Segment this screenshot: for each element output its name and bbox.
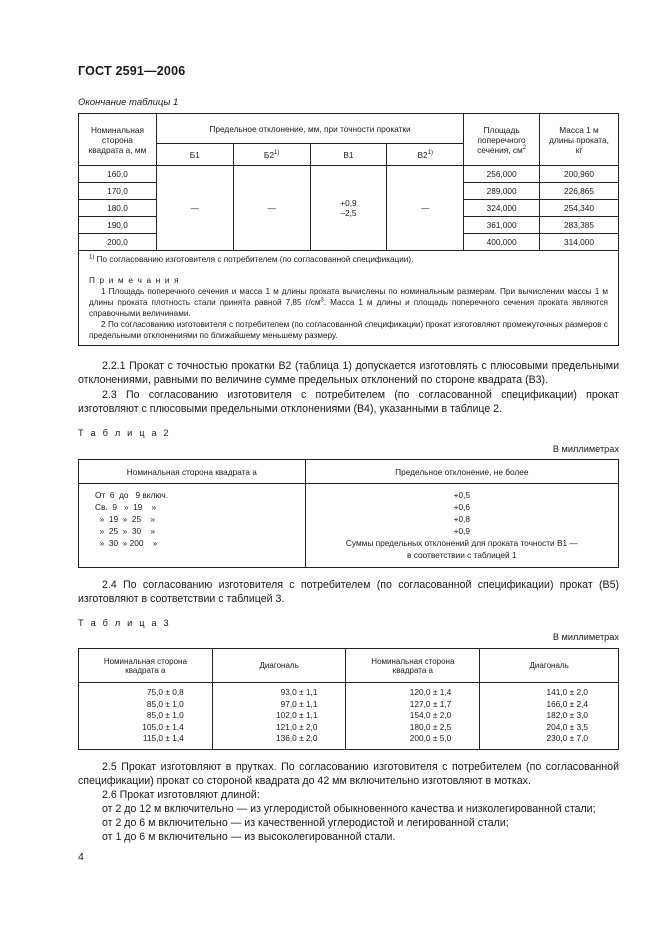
deviation-values: +0,5 +0,6 +0,8 +0,9 Суммы предельных отклонений для проката точности В1 — в соответствии с таблицей 1 xyxy=(305,484,618,568)
cell-v1: +0,9 –2,5 xyxy=(310,166,387,251)
paragraph-2-6: 2.6 Прокат изготовляют длиной: от 2 до 12 м включительно — из углеродистой обыкновенного качества и низколегированной стали; от 2 до 6 м включительно — из качественной углеродистой и легированной стали; от 1 до 6 м включительно — из высоколегированной стали. xyxy=(78,788,619,844)
table2-unit: В миллиметрах xyxy=(552,444,619,454)
col-header-mass: Масса 1 м длины проката, кг xyxy=(540,114,619,166)
length-item: от 1 до 6 м включительно — из высоколегированной стали. xyxy=(102,831,396,843)
note-1: 1 Площадь поперечного сечения и масса 1 м длины проката вычислены по номинальным размерам. При вычислении массы 1 м длины проката плотность стали принята равной 7,85 $г/см^3$. Масса 1 м длины и площадь поперечного сечения проката являются справочными величинами. xyxy=(89,287,608,318)
table3-unit: В миллиметрах xyxy=(552,632,619,642)
col-header-b2: Б2$^{1)}$ xyxy=(233,144,310,166)
col-header-area: Площадь поперечного сечения, $см^2$ xyxy=(464,114,540,166)
document-header: ГОСТ 2591—2006 xyxy=(78,64,186,78)
table-3 xyxy=(78,648,619,750)
table-row: 190,0 361,000 283,385 xyxy=(79,217,619,234)
table-row: 160,0 — — +0,9 –2,5 — 256,000 200,960 xyxy=(79,166,619,183)
col-header-deviation: Предельное отклонение, мм, при точности прокатки xyxy=(156,114,463,144)
note-2: 2 По согласованию изготовителя с потребителем (по согласованной спецификации) прокат изготовляют промежуточных размеров с предельными отклонениями по ближайшему меньшему размеру. xyxy=(89,320,608,340)
col-header-v1: В1 xyxy=(310,144,387,166)
notes-title: П р и м е ч а н и я xyxy=(89,276,180,285)
table-row: 170,0 289,000 226,865 xyxy=(79,183,619,200)
table-row: 180,0 324,000 254,340 xyxy=(79,200,619,217)
table3-caption: Т а б л и ц а 3 xyxy=(78,618,171,628)
length-item: от 2 до 6 м включительно — из качественной углеродистой и легированной стали; xyxy=(102,817,509,829)
table-2 xyxy=(78,459,619,568)
col-header-side: Номинальная сторона квадрата a, мм xyxy=(79,114,157,166)
left-diag-values: 93,0 ± 1,1 97,0 ± 1,1 102,0 ± 1,1 121,0 ± 2,0 136,0 ± 2,0 xyxy=(212,683,346,750)
col-header-side-left: Номинальная сторона квадрата a xyxy=(79,649,213,683)
left-side-values: 75,0 ± 0,8 85,0 ± 1,0 85,0 ± 1,0 105,0 ± 1,4 115,0 ± 1,4 xyxy=(79,683,213,750)
col-header-side: Номинальная сторона квадрата a xyxy=(79,460,306,484)
col-header-deviation: Предельное отклонение, не более xyxy=(305,460,618,484)
cell-b1: — xyxy=(156,166,233,251)
page-number: 4 xyxy=(78,851,84,863)
right-side-values: 120,0 ± 1,4 127,0 ± 1,7 154,0 ± 2,0 180,0 ± 2,5 200,0 ± 5,0 xyxy=(346,683,480,750)
paragraph-2-5: 2.5 Прокат изготовляют в прутках. По согласованию изготовителя с потребителем (по согласованной спецификации) прокат со стороной квадрата до 42 мм включительно изготовляют в мотках. xyxy=(78,761,619,787)
cell-v2: — xyxy=(387,166,464,251)
right-diag-values: 141,0 ± 2,0 166,0 ± 2,4 182,0 ± 3,0 204,0 ± 3,5 230,0 ± 7,0 xyxy=(480,683,619,750)
paragraph-2-3: 2.3 По согласованию изготовителя с потребителем (по согласованной спецификации) прокат изготовляют с плюсовыми предельными отклонениями (В4), указанными в таблице 2. xyxy=(78,389,619,415)
size-ranges: От 6 до 9 включ. Св. 9 » 19 » » 19 » 25 » » 25 » 30 » » 30 » 200 » xyxy=(79,484,306,568)
footnote: $^{1)}$ По согласованию изготовителя с потребителем (по согласованной спецификации). xyxy=(89,254,414,264)
table1-notes xyxy=(79,251,619,346)
col-header-side-right: Номинальная сторона квадрата a xyxy=(346,649,480,683)
cell-b2: — xyxy=(233,166,310,251)
col-header-diag-left: Диагональ xyxy=(212,649,346,683)
col-header-v2: В2$^{1)}$ xyxy=(387,144,464,166)
table2-caption: Т а б л и ц а 2 xyxy=(78,428,171,438)
table-1 xyxy=(78,113,619,346)
length-item: от 2 до 12 м включительно — из углеродистой обыкновенного качества и низколегированной стали; xyxy=(102,803,596,815)
paragraph-2-4: 2.4 По согласованию изготовителя с потребителем (по согласованной спецификации) прокат (В5) изготовляют в соответствии с таблицей 3. xyxy=(78,579,619,605)
table-row: 200,0 400,000 314,000 xyxy=(79,234,619,251)
paragraph-2-2-1: 2.2.1 Прокат с точностью прокатки В2 (таблица 1) допускается изготовлять с плюсовыми предельными отклонениями, равными по величине сумме предельных отклонений по стороне квадрата (В3). xyxy=(78,360,619,386)
col-header-diag-right: Диагональ xyxy=(480,649,619,683)
col-header-b1: Б1 xyxy=(156,144,233,166)
table1-caption: Окончание таблицы 1 xyxy=(78,97,179,108)
